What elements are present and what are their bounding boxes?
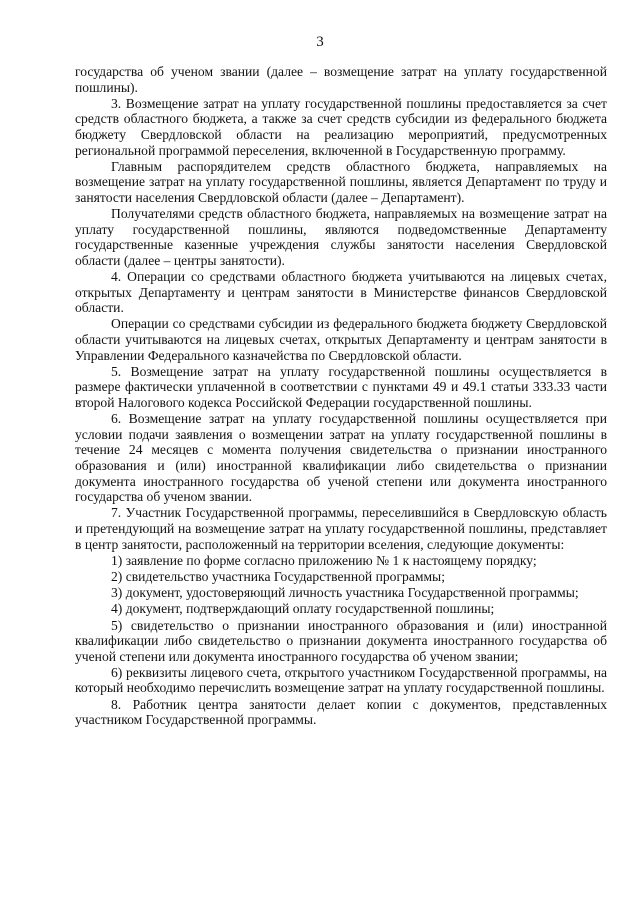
- paragraph-main-administrator: Главным распорядителем средств областного бюджета, направляемых на возмещение затрат на уплату государственной пошлины, является Департамент по труду и занятости населения Свердловской области (далее – Департамент).: [75, 158, 607, 205]
- list-item: 3) документ, удостоверяющий личность участника Государственной программы;: [111, 585, 579, 601]
- paragraph-item-4: 4. Операции со средствами областного бюджета учитываются на лицевых счетах, открытых Департаменту и центрам занятости в Министерстве финансов Свердловской области.: [75, 269, 607, 316]
- paragraph-continuation: государства об ученом звании (далее – возмещение затрат на уплату государственной пошлины).: [75, 64, 607, 95]
- list-item: 5) свидетельство о признании иностранного образования и (или) иностранной квалификации либо свидетельство о признании документа иностранного государства об ученой степени или документа иностранного государства об ученом звании;: [75, 617, 607, 664]
- paragraph-item-8: 8. Работник центра занятости делает копии с документов, представленных участником Государственной программы.: [75, 696, 607, 728]
- list-item: 2) свидетельство участника Государственной программы;: [111, 568, 445, 584]
- document-body: [75, 64, 607, 728]
- list-item: 4) документ, подтверждающий оплату государственной пошлины;: [111, 601, 495, 617]
- paragraph-item-5: 5. Возмещение затрат на уплату государственной пошлины осуществляется в размере фактически уплаченной в соответствии с пунктами 49 и 49.1 статьи 333.33 части второй Налогового кодекса Российской Федерации государственной пошлины.: [75, 363, 607, 411]
- paragraph-item-7: 7. Участник Государственной программы, переселившийся в Свердловскую область и претендующий на возмещение затрат на уплату государственной пошлины, представляет в центр занятости, расположенный на территории вселения, следующие документы:: [75, 505, 607, 552]
- list-item: 6) реквизиты лицевого счета, открытого участником Государственной программы, на который необходимо перечислить возмещение затрат на уплату государственной пошлины.: [75, 664, 607, 696]
- documents-list: [75, 553, 607, 696]
- page-number: 3: [316, 34, 324, 50]
- list-item: 1) заявление по форме согласно приложению № 1 к настоящему порядку;: [111, 552, 537, 568]
- paragraph-item-6: 6. Возмещение затрат на уплату государственной пошлины осуществляется при условии подачи заявления о возмещении затрат на уплату государственной пошлины в течение 24 месяцев с момента получения свидетельства о признании иностранного образования и (или) иностранной квалификации либо свидетельства о признании документа иностранного государства об ученой степени или документа иностранного государства об ученом звании.: [75, 411, 607, 505]
- paragraph-item-3: 3. Возмещение затрат на уплату государственной пошлины предоставляется за счет средств областного бюджета, а также за счет средств субсидии из федерального бюджета бюджету Свердловской области на реализацию мероприятий, предусмотренных региональной программой переселения, включенной в Государственную программу.: [75, 95, 607, 158]
- paragraph-subsidy-operations: Операции со средствами субсидии из федерального бюджета бюджету Свердловской области учитываются на лицевых счетах, открытых Департаменту и центрам занятости в Управлении Федерального казначейства по Свердловской области.: [75, 316, 607, 363]
- paragraph-recipients: Получателями средств областного бюджета, направляемых на возмещение затрат на уплату государственной пошлины, являются подведомственные Департаменту государственные казенные учреждения службы занятости населения Свердловской области (далее – центры занятости).: [75, 206, 607, 268]
